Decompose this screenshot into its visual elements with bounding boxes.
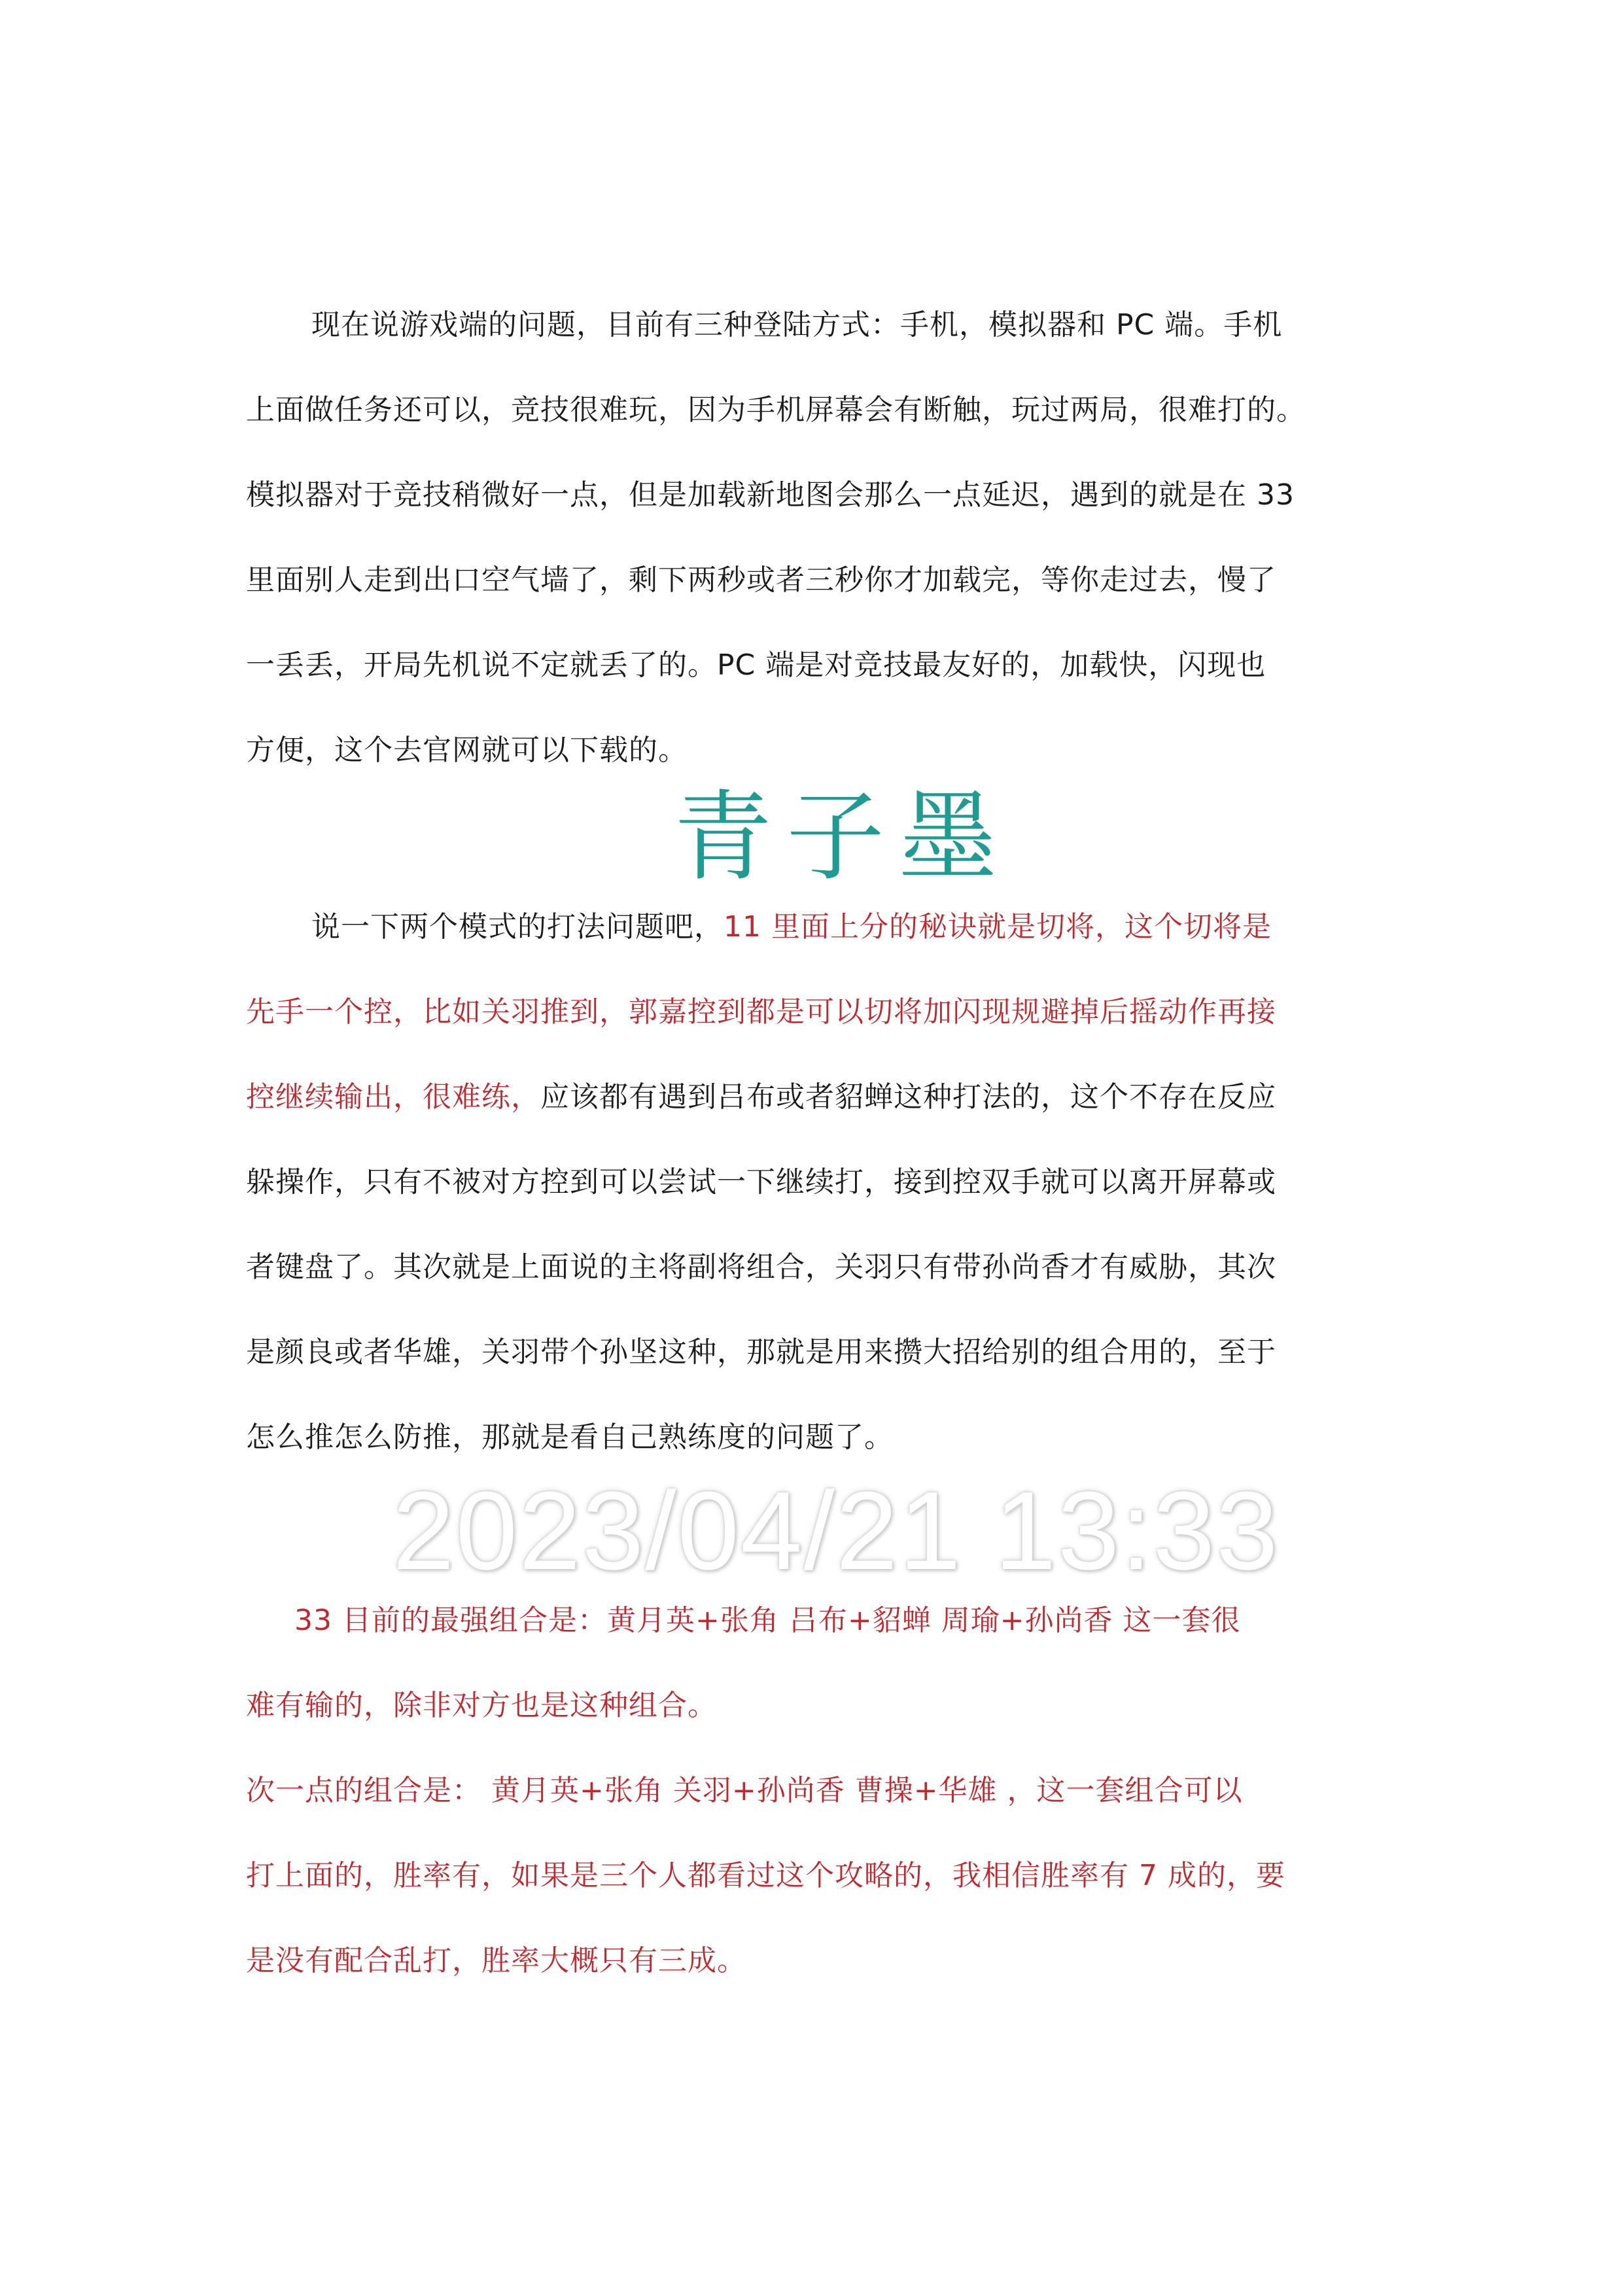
text-line (246, 1055, 1384, 1140)
text-highlight-line: 先手一个控，比如关羽推到，郭嘉控到都是可以切将加闪现规避掉后摇动作再接 (246, 995, 1276, 1029)
text-line: 难有输的，除非对方也是这种组合。 (246, 1689, 717, 1722)
text-black: 说一下两个模式的打法问题吧， (311, 910, 724, 944)
text-line: 次一点的组合是： 黄月英+张角 关羽+孙尚香 曹操+华雄 ，这一套组合可以 (246, 1774, 1243, 1807)
text-black: 应该都有遇到吕布或者貂蝉这种打法的，这个不存在反应 (540, 1080, 1276, 1114)
date-watermark: 2023/04/21 13:33 (393, 1469, 1280, 1593)
brand-watermark: 青子墨 (674, 781, 1012, 894)
text-line: 现在说游戏端的问题，目前有三种登陆方式：手机，模拟器和 PC 端。手机 (311, 308, 1283, 342)
text-highlight: 控继续输出，很难练， (246, 1080, 540, 1114)
text-line: 里面别人走到出口空气墙了，剩下两秒或者三秒你才加载完，等你走过去，慢了 (246, 563, 1276, 597)
text-line (246, 885, 1384, 970)
text-line: 是颜良或者华雄，关羽带个孙坚这种，那就是用来攒大招给别的组合用的，至于 (246, 1335, 1276, 1369)
paragraph-strongest-combo (246, 1578, 1384, 1748)
paragraph-game-client (246, 283, 1384, 793)
text-line: 33 目前的最强组合是：黄月英+张角 吕布+貂蝉 周瑜+孙尚香 这一套很 (294, 1604, 1241, 1637)
text-highlight: 11 里面上分的秘诀就是切将，这个切将是 (724, 910, 1272, 944)
text-line: 上面做任务还可以，竞技很难玩，因为手机屏幕会有断触，玩过两局，很难打的。 (246, 393, 1306, 427)
text-line: 一丢丢，开局先机说不定就丢了的。PC 端是对竞技最友好的，加载快，闪现也 (246, 648, 1266, 682)
text-line: 模拟器对于竞技稍微好一点，但是加载新地图会那么一点延迟，遇到的就是在 33 (246, 478, 1295, 512)
text-line: 方便，这个去官网就可以下载的。 (246, 733, 688, 767)
text-line: 怎么推怎么防推，那就是看自己熟练度的问题了。 (246, 1421, 894, 1454)
paragraph-play-style (246, 885, 1384, 1480)
text-line: 躲操作，只有不被对方控到可以尝试一下继续打，接到控双手就可以离开屏幕或 (246, 1165, 1276, 1199)
text-line: 者键盘了。其次就是上面说的主将副将组合，关羽只有带孙尚香才有威胁，其次 (246, 1250, 1276, 1284)
text-line: 打上面的，胜率有，如果是三个人都看过这个攻略的，我相信胜率有 7 成的，要 (246, 1859, 1285, 1892)
text-line: 是没有配合乱打，胜率大概只有三成。 (246, 1944, 746, 1977)
paragraph-secondary-combo (246, 1748, 1384, 2004)
